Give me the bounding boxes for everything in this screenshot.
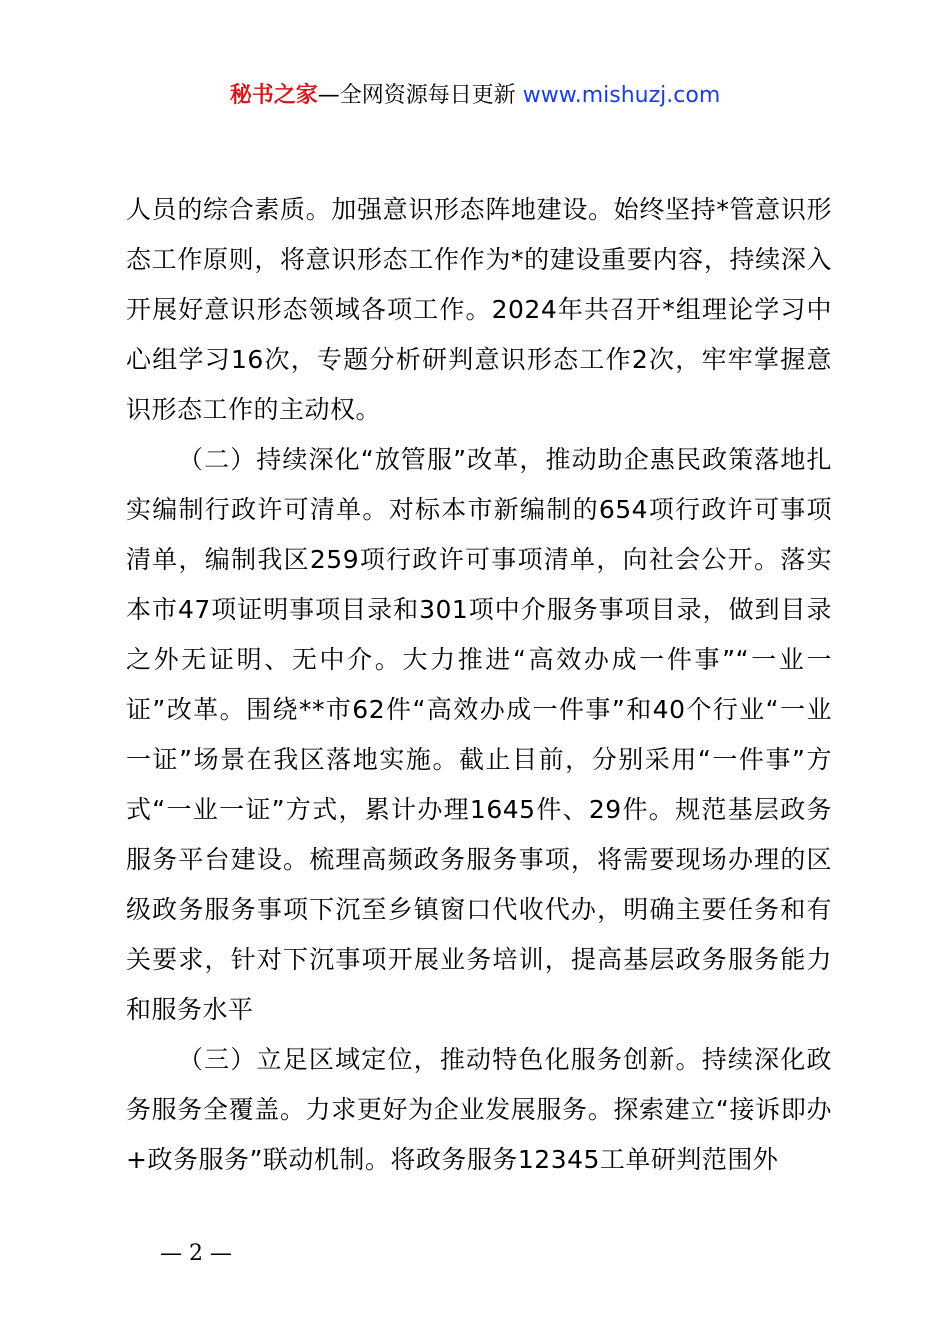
page-number: — 2 — bbox=[160, 1241, 232, 1266]
paragraph-section-3: （三）立足区域定位，推动特色化服务创新。持续深化政务服务全覆盖。力求更好为企业发展服务。探索建立“接诉即办+政务服务”联动机制。将政务服务12345工单研判范围外 bbox=[126, 1045, 832, 1174]
paragraph-section-2: （二）持续深化“放管服”改革，推动助企惠民政策落地扎实编制行政许可清单。对标本市新编制的654项行政许可事项清单，编制我区259项行政许可事项清单，向社会公开。落实本市47项证明事项目录和301项中介服务事项目录，做到目录之外无证明、无中介。大力推进“高效办成一件事”“一业一证”改革。围绕**市62件“高效办成一件事”和40个行业“一业一证”场景在我区落地实施。截止目前，分别采用“一件事”方式“一业一证”方式，累计办理1645件、29件。规范基层政务服务平台建设。梳理高频政务服务事项，将需要现场办理的区级政务服务事项下沉至乡镇窗口代收代办，明确主要任务和有关要求，针对下沉事项开展业务培训，提高基层政务服务能力和服务水平 bbox=[126, 445, 832, 1024]
header-url[interactable]: www.mishuzj.com bbox=[522, 83, 721, 108]
header-tagline: —全网资源每日更新 bbox=[317, 83, 516, 108]
header-brand: 秘书之家 bbox=[229, 83, 318, 108]
document-body bbox=[126, 185, 832, 1185]
paragraph-continuation: 人员的综合素质。加强意识形态阵地建设。始终坚持*管意识形态工作原则，将意识形态工作作为*的建设重要内容，持续深入开展好意识形态领域各项工作。2024年共召开*组理论学习中心组学习16次，专题分析研判意识形态工作2次，牢牢掌握意识形态工作的主动权。 bbox=[126, 195, 832, 424]
site-header bbox=[0, 78, 950, 114]
